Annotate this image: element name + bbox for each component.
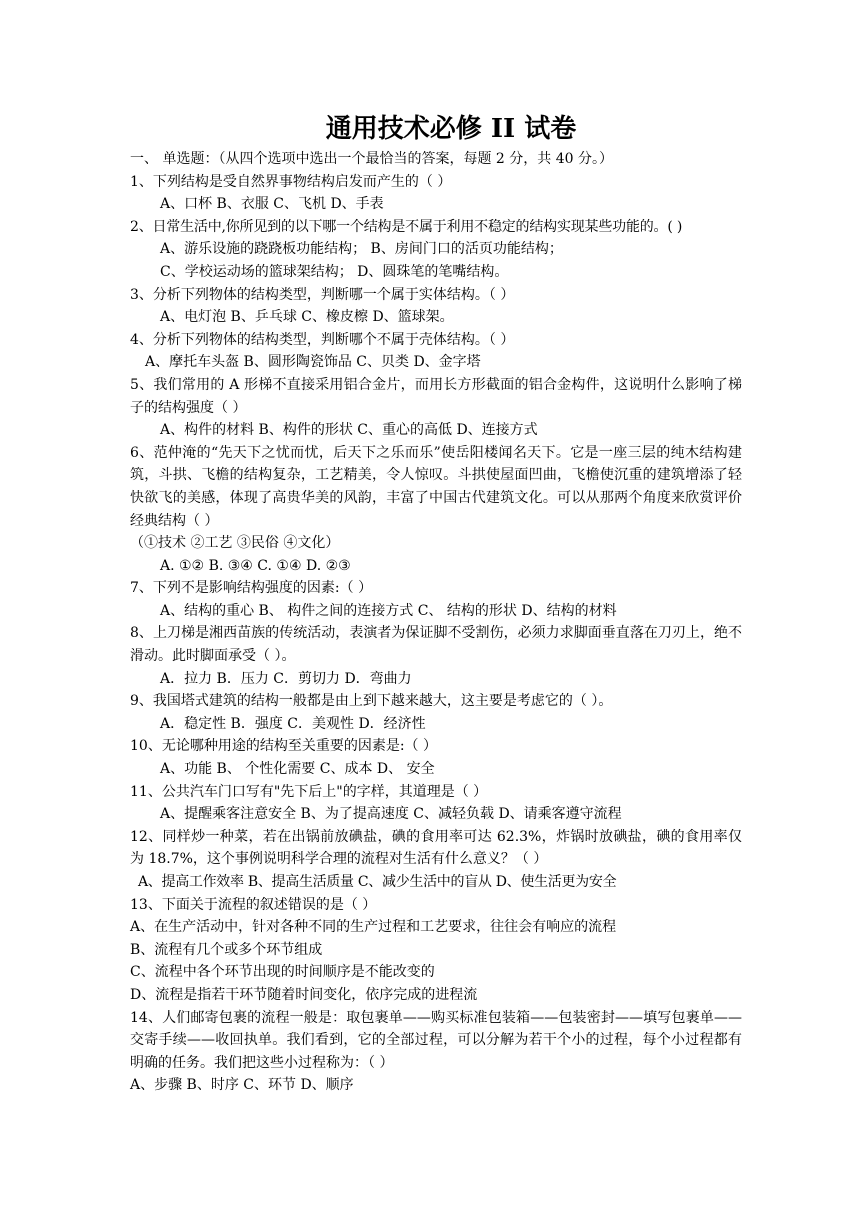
question-9-stem: 9、我国塔式建筑的结构一般都是由上到下越来越大，这主要是考虑它的（ ）。 [130,693,613,710]
question-11-stem: 11、公共汽车门口写有"先下后上"的字样，其道理是（ ） [130,783,488,800]
question-7-options: A、结构的重心 B、 构件之间的连接方式 C、 结构的形状 D、结构的材料 [160,602,617,619]
question-13-option-a: A、在生产活动中，针对各种不同的生产过程和工艺要求，往往会有响应的流程 [130,919,617,936]
question-1-options: A、口杯 B、衣服 C、飞机 D、手表 [160,196,384,213]
question-4-options: A、摩托车头盔 B、圆形陶瓷饰品 C、贝类 D、金字塔 [145,354,481,371]
exam-page [130,112,742,1097]
question-8-stem: 8、上刀梯是湘西苗族的传统活动，表演者为保证脚不受割伤，必须力求脚面垂直落在刀刃上，绝不滑动。此时脚面承受（ ）。 [130,625,742,665]
exam-title: 通用技术必修 II 试卷 [325,114,577,144]
question-3-options: A、电灯泡 B、乒乓球 C、橡皮檫 D、篮球架。 [160,309,454,326]
question-6-stem: 6、范仲淹的“先天下之忧而忧，后天下之乐而乐”使岳阳楼闻名天下。它是一座三层的纯木结构建筑，斗拱、飞檐的结构复杂，工艺精美，令人惊叹。斗拱使屋面凹曲，飞檐使沉重的建筑增添了轻快欲飞的美感，体现了高贵华美的风韵，丰富了中国古代建筑文化。可以从那两个角度来欣赏评价经典结构（ ） [130,444,742,529]
question-6-sub-items: （①技术 ②工艺 ③民俗 ④文化） [130,535,340,552]
question-3-stem: 3、分析下列物体的结构类型，判断哪一个属于实体结构。（ ） [130,286,515,303]
question-2-options-line-2: C、学校运动场的篮球架结构； D、圆珠笔的笔嘴结构。 [160,263,509,280]
question-13-option-c: C、流程中各个环节出现的时间顺序是不能改变的 [130,964,435,981]
question-12-stem: 12、同样炒一种菜，若在出锅前放碘盐，碘的食用率可达 62.3%，炸锅时放碘盐，碘的食用率仅为 18.7%，这个事例说明科学合理的流程对生活有什么意义？（ ） [130,828,742,868]
question-12-options: A、提高工作效率 B、提高生活质量 C、减少生活中的盲从 D、使生活更为安全 [138,874,617,890]
question-9-options: A．稳定性 B．强度 C．美观性 D．经济性 [160,715,426,732]
question-4-stem: 4、分析下列物体的结构类型，判断哪个不属于壳体结构。（ ） [130,331,515,348]
question-10-options: A、功能 B、 个性化需要 C、成本 D、 安全 [160,761,435,778]
question-11-options: A、提醒乘客注意安全 B、为了提高速度 C、减轻负载 D、请乘客遵守流程 [160,806,622,823]
section-heading: 一、 单选题：（从四个选项中选出一个最恰当的答案，每题 2 分，共 40 分。） [130,151,613,167]
question-5-options: A、构件的材料 B、构件的形状 C、重心的高低 D、连接方式 [160,422,538,439]
question-5-stem: 5、我们常用的 A 形梯不直接采用铝合金片，而用长方形截面的铝合金构件，这说明什么影响了梯子的结构强度（ ） [130,376,742,416]
question-13-option-b: B、流程有几个或多个环节组成 [130,941,323,958]
question-10-stem: 10、无论哪种用途的结构至关重要的因素是:（ ） [130,738,437,755]
question-14-stem: 14、人们邮寄包裹的流程一般是：取包裹单——购买标准包装箱——包装密封——填写包裹单——交寄手续——收回执单。我们看到，它的全部过程，可以分解为若干个小的过程，每个小过程都有明确的任务。我们把这些小过程称为：（ ） [130,1009,742,1071]
question-7-stem: 7、下列不是影响结构强度的因素:（ ） [130,580,373,597]
question-13-option-d: D、流程是指若干环节随着时间变化，依序完成的进程流 [130,986,478,1003]
question-1-stem: 1、下列结构是受自然界事物结构启发而产生的（ ） [130,173,452,190]
question-8-options: A．拉力 B．压力 C．剪切力 D．弯曲力 [160,670,412,687]
question-13-stem: 13、下面关于流程的叙述错误的是（ ） [130,896,377,913]
question-2-options-line-1: A、游乐设施的跷跷板功能结构； B、房间门口的活页功能结构； [160,241,563,258]
question-14-options: A、步骤 B、时序 C、环节 D、顺序 [130,1077,354,1094]
question-6-options: A. ①② B. ③④ C. ①④ D. ②③ [160,557,351,574]
question-2-stem: 2、日常生活中,你所见到的以下哪一个结构是不属于利用不稳定的结构实现某些功能的。( ) [130,218,683,235]
